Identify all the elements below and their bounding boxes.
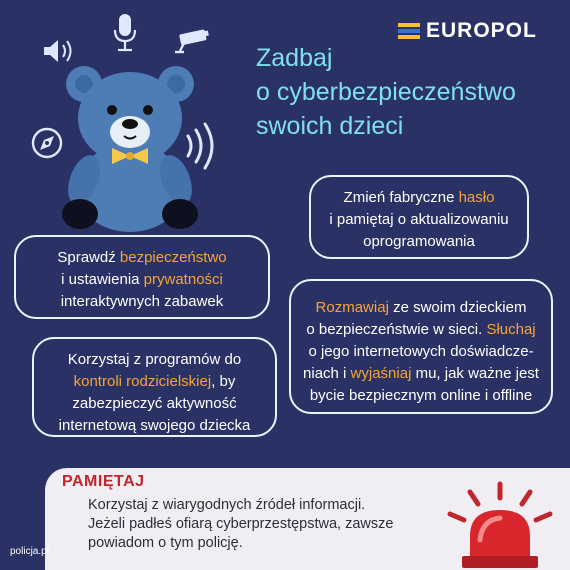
tip-text: Korzystaj z programów do <box>67 351 242 368</box>
tip-text: Zmień fabryczne <box>343 189 459 206</box>
tip-text: i ustawienia <box>61 271 144 288</box>
tip-text: Sprawdź <box>57 249 120 266</box>
tip-highlight: kontroli rodzicielskiej <box>73 373 212 390</box>
remember-line: powiadom o tym policję. <box>88 535 243 551</box>
tip-text: zabezpieczyć aktywność <box>72 395 237 412</box>
tip-highlight: hasło <box>458 189 495 206</box>
tip-text: niach i <box>303 365 351 382</box>
europol-logo-text: EUROPOL <box>426 19 537 42</box>
microphone-icon <box>110 12 140 54</box>
remember-text <box>88 496 428 553</box>
remember-line: Korzystaj z wiarygodnych źródeł informacji. <box>88 497 366 513</box>
tip-text: internetową swojego dziecka <box>58 417 251 434</box>
page-title <box>256 41 556 143</box>
tip-parental-control <box>32 337 277 437</box>
europol-flag-icon <box>398 21 420 41</box>
tip-line <box>319 187 519 209</box>
tip-line <box>22 269 262 291</box>
tip-text: bycie bezpiecznym online i offline <box>309 387 533 404</box>
tip-line <box>22 247 262 269</box>
cctv-camera-icon <box>172 28 212 56</box>
remember-line: Jeżeli padłeś ofiarą cyberprzestępstwa, zawsze <box>88 516 394 532</box>
tip-highlight: wyjaśniaj <box>350 365 412 382</box>
tip-check-security <box>14 235 270 319</box>
tip-text: mu, jak ważne jest <box>411 365 539 382</box>
tip-highlight: bezpieczeństwo <box>119 249 227 266</box>
tip-talk <box>289 279 553 414</box>
tip-text: oprogramowania <box>363 233 475 250</box>
tip-change-password <box>309 175 529 259</box>
teddy-bear-illustration <box>54 60 204 240</box>
tip-text: o bezpieczeństwie w sieci. <box>306 321 487 338</box>
tip-highlight: Rozmawiaj <box>315 299 389 316</box>
remember-heading: PAMIĘTAJ <box>62 473 145 490</box>
tip-text: ze swoim dzieckiem <box>388 299 527 316</box>
tip-text: , by <box>211 373 236 390</box>
tip-text: o jego internetowych doświadcze- <box>308 343 534 360</box>
title-line: o cyberbezpieczeństwo <box>256 78 516 106</box>
tip-text: i pamiętaj o aktualizowaniu <box>329 211 509 228</box>
tip-highlight: prywatności <box>143 271 223 288</box>
tip-highlight: Słuchaj <box>486 321 536 338</box>
tip-line <box>40 371 269 393</box>
alarm-siren-icon <box>440 478 558 570</box>
tip-line <box>297 319 545 341</box>
tip-line <box>297 363 545 385</box>
title-line: swoich dzieci <box>256 112 404 140</box>
tip-text: interaktywnych zabawek <box>60 293 224 310</box>
title-line: Zadbaj <box>256 44 333 72</box>
source-credit: policja.pl <box>10 546 49 557</box>
tip-line <box>297 297 545 319</box>
